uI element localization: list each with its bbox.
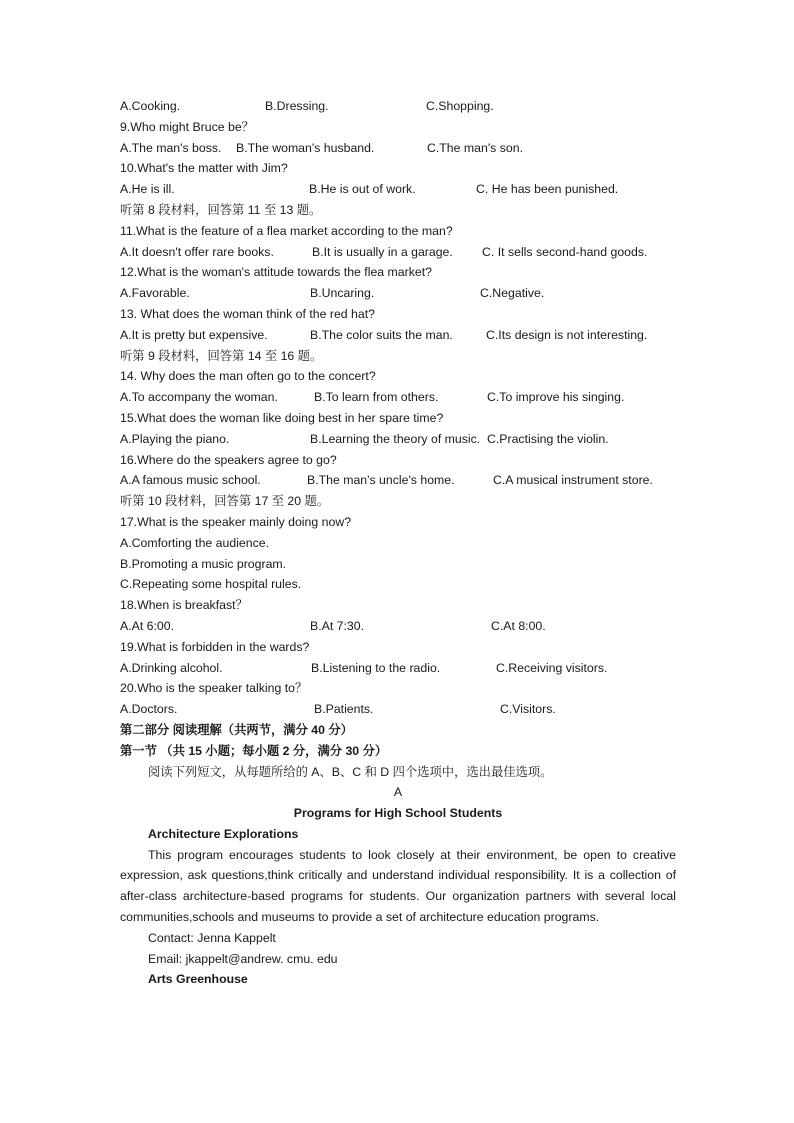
option-a: A.It doesn't offer rare books. [120,244,274,259]
option-a: A.A famous music school. [120,473,261,488]
option-b: B.The color suits the man. [310,327,453,342]
question-13-stem: 13. What does the woman think of the red hat? [120,306,375,321]
program-1-body: This program encourages students to look closely at their environment, be open to creative expression, ask questions,think critically and understand individual responsibility. It is a collection of after-class architecture-based programs for students. Our organization partners with several local communities,schools and museums to provide a set of architecture education programs. [120,847,676,925]
question-14-stem: 14. Why does the man often go to the concert? [120,369,376,384]
question-10-stem: 10.What's the matter with Jim? [120,161,288,176]
question-17-option-c: C.Repeating some hospital rules. [120,577,302,592]
section-9-instruction: 听第 9 段材料，回答第 14 至 16 题。 [120,348,323,363]
option-c: C.The man's son. [427,140,523,155]
option-b: B.To learn from others. [314,390,439,405]
option-c: C. It sells second-hand goods. [482,244,648,259]
option-c: C.Its design is not interesting. [486,327,648,342]
option-b: B.The woman's husband. [236,140,375,155]
question-9-options [120,138,676,159]
option-c: C.To improve his singing. [487,390,625,405]
option-a: A.He is ill. [120,182,175,197]
passage-letter: A [393,785,403,800]
option-b: B.The man's uncle's home. [307,473,455,488]
option-b: B.At 7:30. [310,618,365,633]
option-a: A.Doctors. [120,702,178,717]
option-c: C.Receiving visitors. [496,660,608,675]
option-c: C.Shopping. [426,99,494,113]
option-c: C.A musical instrument store. [493,473,653,488]
exam-page [120,96,676,990]
question-20-options [120,699,676,720]
option-a: A.Favorable. [120,286,190,301]
passage-title: Programs for High School Students [293,806,503,821]
option-a: A.Cooking. [120,99,181,113]
section-10-instruction: 听第 10 段材料，回答第 17 至 20 题。 [120,494,330,509]
question-11-options [120,242,676,263]
option-c: C.At 8:00. [491,618,546,633]
option-a: A.It is pretty but expensive. [120,327,268,342]
question-18-options [120,616,676,637]
option-a: A.Playing the piano. [120,431,230,446]
program-1-contact: Contact: Jenna Kappelt [148,930,276,945]
section-1-title: 第一节 （共 15 小题；每小题 2 分，满分 30 分） [120,743,388,758]
reading-instruction: 阅读下列短文，从每题所给的 A、B、C 和 D 四个选项中，选出最佳选项。 [148,764,553,779]
question-16-stem: 16.Where do the speakers agree to go? [120,452,337,467]
question-11-stem: 11.What is the feature of a flea market according to the man? [120,223,453,238]
question-19-stem: 19.What is forbidden in the wards? [120,639,310,654]
option-b: B.Dressing. [265,99,329,113]
option-c: C.Practising the violin. [487,431,609,446]
question-12-options [120,283,676,304]
option-b: B.It is usually in a garage. [312,244,453,259]
option-c: C. He has been punished. [476,182,619,197]
question-15-stem: 15.What does the woman like doing best in her spare time? [120,410,444,425]
option-b: B.Patients. [314,702,374,717]
question-17-option-a: A.Comforting the audience. [120,535,270,550]
option-a: A.The man's boss. [120,140,222,155]
question-10-options [120,179,676,200]
question-12-stem: 12.What is the woman's attitude towards the flea market? [120,265,432,280]
option-a: A.Drinking alcohol. [120,660,223,675]
question-15-options [120,429,676,450]
option-b: B.Listening to the radio. [311,660,441,675]
question-8-options [120,96,676,117]
question-16-options [120,470,676,491]
part-2-title: 第二部分 阅读理解（共两节，满分 40 分） [120,722,353,737]
option-b: B.Learning the theory of music. [310,431,481,446]
option-b: B.Uncaring. [310,286,375,301]
option-b: B.He is out of work. [309,182,416,197]
question-13-options [120,325,676,346]
question-17-option-b: B.Promoting a music program. [120,556,287,571]
option-a: A.To accompany the woman. [120,390,278,405]
option-a: A.At 6:00. [120,618,175,633]
program-2-title: Arts Greenhouse [148,972,248,987]
option-c: C.Negative. [480,286,545,301]
question-17-stem: 17.What is the speaker mainly doing now? [120,514,352,529]
question-9-stem: 9.Who might Bruce be？ [120,119,254,134]
section-8-instruction: 听第 8 段材料，回答第 11 至 13 题。 [120,202,322,217]
option-c: C.Visitors. [500,702,556,717]
program-1-email: Email: jkappelt@andrew. cmu. edu [148,951,338,966]
program-1-title: Architecture Explorations [148,826,299,841]
question-19-options [120,658,676,679]
question-18-stem: 18.When is breakfast？ [120,598,248,613]
question-14-options [120,387,676,408]
question-20-stem: 20.Who is the speaker talking to？ [120,681,308,696]
